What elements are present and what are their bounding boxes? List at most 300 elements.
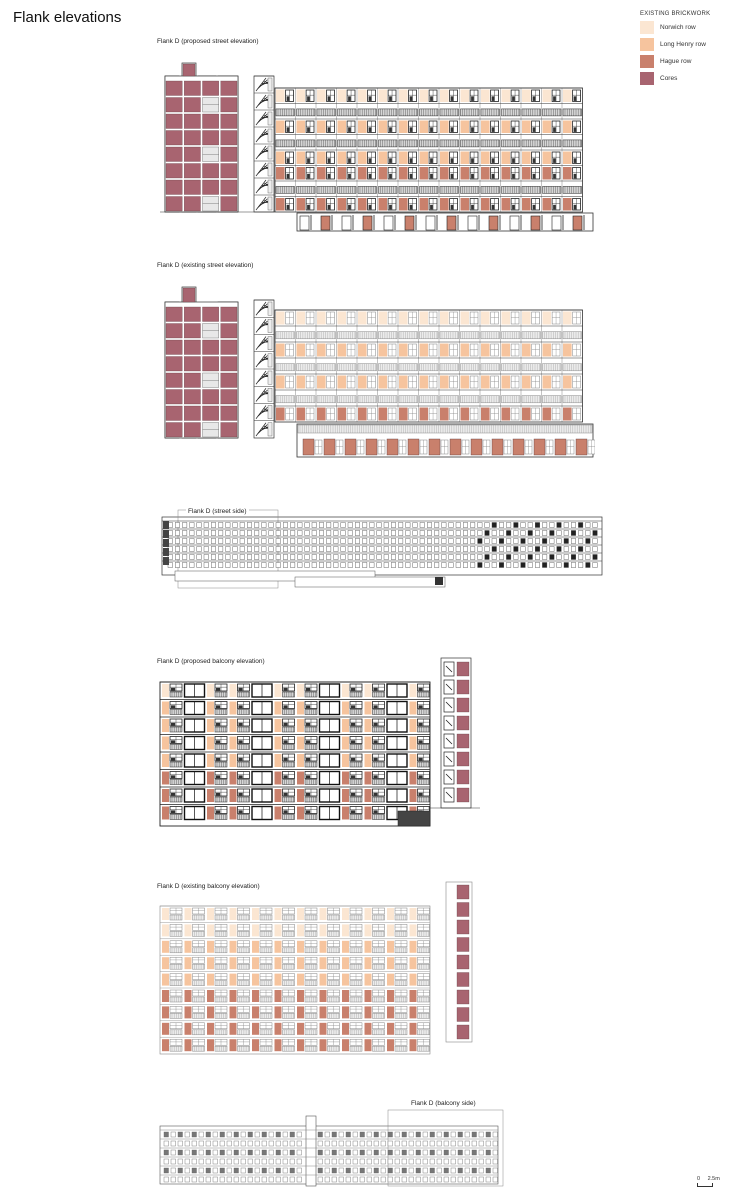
balcony-rail [563,140,582,147]
plan-window [423,1177,428,1182]
plan-window [283,1150,288,1155]
brick-panel [420,152,429,165]
plan-window [493,1132,498,1137]
core-brick-panel [166,131,182,146]
plan-window [290,531,295,536]
plan-window [248,1159,253,1164]
balcony-rail [193,1030,205,1035]
core-brick-panel [221,114,237,129]
plan-window [564,547,569,552]
plan-window [190,523,195,528]
balcony-rail [338,140,357,147]
plan-window [395,1150,400,1155]
brick-panel [342,1039,349,1051]
plan-window [493,1168,498,1173]
balcony-rail [395,1013,407,1018]
brick-panel [543,344,552,357]
brick-panel [276,408,285,421]
brick-panel [399,344,408,357]
window-pane [492,174,495,179]
balcony-rail [440,332,459,339]
plan-window [355,539,360,544]
window-pane [239,793,243,796]
balcony-rail [461,364,480,371]
plan-window [346,1150,351,1155]
brick-panel [252,1039,259,1051]
window-pane [328,127,331,132]
balcony-rail [215,797,227,802]
plan-window [326,547,331,552]
balcony-rail [350,780,362,785]
core-brick-panel [221,147,237,162]
core-brick-panel [184,197,200,212]
core-brick-panel [166,390,182,405]
brick-panel [297,198,306,211]
plan-window [199,1159,204,1164]
brick-panel [207,719,214,732]
ground-brick-panel [387,439,398,455]
brick-panel [162,719,169,732]
plan-window [427,531,432,536]
window-pane [216,758,220,761]
plan-window [276,1150,281,1155]
plan-window [395,1159,400,1164]
plan-window [370,555,375,560]
balcony-rail [276,109,295,116]
brick-panel [365,807,372,820]
plan-window [521,523,526,528]
plan-window [346,1132,351,1137]
brick-panel [358,152,367,165]
balcony-rail [328,1046,340,1051]
plan-window [326,555,331,560]
balcony-rail [350,915,362,920]
plan-window [341,539,346,544]
core-brick-panel [457,716,469,730]
legend-label: Norwich row [660,24,696,31]
brick-panel [481,198,490,211]
plan-window [240,531,245,536]
plan-window [226,555,231,560]
balcony-rail [283,948,295,953]
plan-window [297,1132,302,1137]
stair-landing [268,180,272,193]
balcony-rail [481,140,500,147]
brick-panel [481,312,490,325]
window-pane [512,127,515,132]
ground-bay [384,216,393,230]
plan-window [586,539,591,544]
brick-panel [410,1006,417,1018]
window-pane [533,158,536,163]
balcony-rail [338,364,357,371]
brick-panel [297,807,304,820]
brick-panel [185,924,192,936]
window-pane [410,96,413,101]
plan-window [305,563,310,568]
plan-window [178,1177,183,1182]
plan-window [297,1150,302,1155]
plan-window [218,547,223,552]
plan-window [478,555,483,560]
window-pane [471,127,474,132]
plan-window [269,547,274,552]
plan-window [234,1132,239,1137]
core-brick-panel [166,406,182,421]
balcony-rail [297,186,316,193]
plan-window [449,563,454,568]
ground-block [398,811,430,826]
balcony-rail [317,186,336,193]
core-brick-panel [184,131,200,146]
plan-window [262,531,267,536]
plan-window [442,523,447,528]
plan-window [355,531,360,536]
plan-window [197,555,202,560]
ground-brick-panel [576,439,587,455]
plan-window [283,1177,288,1182]
plan-window [402,1159,407,1164]
plan-window [456,523,461,528]
balcony-rail [238,1046,250,1051]
balcony-rail [238,692,250,697]
window-pane [512,205,515,210]
balcony-rail [350,815,362,820]
scale-length: 2.5m [707,1176,720,1182]
plan-window [339,1168,344,1173]
plan-window [492,555,497,560]
brick-panel [275,719,282,732]
window-pane [553,127,556,132]
brick-panel [522,90,531,103]
core-brick-panel [203,357,219,372]
brick-panel [365,924,372,936]
core-brick-panel [166,81,182,96]
window-pane [351,705,355,708]
plan-window [514,547,519,552]
plan-window [341,563,346,568]
core-brick-panel [457,1025,469,1039]
balcony-rail [170,964,182,969]
plan-window [479,1141,484,1146]
window-pane [419,793,423,796]
plan-window [470,531,475,536]
brick-panel [522,408,531,421]
brick-panel [297,789,304,802]
brick-panel [563,408,572,421]
brick-panel [410,908,417,920]
core-brick-panel [203,164,219,179]
plan-window [204,523,209,528]
plan-window [535,555,540,560]
plan-window [255,1168,260,1173]
plan-window [593,555,598,560]
plan-window [402,1150,407,1155]
brick-panel [379,198,388,211]
balcony-rail [373,710,385,715]
plan-window [381,1168,386,1173]
plan-window [416,1132,421,1137]
balcony-rail [420,109,439,116]
plan-window [218,539,223,544]
plan-window [413,531,418,536]
plan-window [362,547,367,552]
plan-window [550,539,555,544]
plan-window [276,523,281,528]
plan-window [197,531,202,536]
balcony-rail [305,692,317,697]
plan-window [262,1132,267,1137]
plan-window [456,563,461,568]
balcony-rail [297,140,316,147]
brick-panel [338,344,347,357]
brick-panel [502,167,511,180]
plan-window [409,1150,414,1155]
plan-window [367,1177,372,1182]
plan-window [564,531,569,536]
plan-window [493,1159,498,1164]
brick-panel [502,376,511,389]
plan-window [506,555,511,560]
brick-panel [207,754,214,767]
brick-panel [276,90,285,103]
plan-window [564,539,569,544]
balcony-rail [358,396,377,403]
plan-window [377,539,382,544]
balcony-rail [305,727,317,732]
brick-panel [252,990,259,1002]
brick-panel [252,941,259,953]
core-brick-panel [183,64,195,76]
window-pane [239,723,243,726]
balcony-rail [328,915,340,920]
balcony-rail [215,964,227,969]
balcony-rail [440,364,459,371]
brick-panel [162,789,169,802]
balcony-rail [373,964,385,969]
plan-window [578,539,583,544]
brick-panel [563,121,572,134]
plan-window [254,547,259,552]
plan-window [430,1132,435,1137]
plan-window [182,563,187,568]
plan-window [185,1132,190,1137]
plan-window [290,1150,295,1155]
balcony-rail [350,762,362,767]
plan-window [398,563,403,568]
plan-window [334,563,339,568]
plan-window [593,523,598,528]
plan-window [479,1159,484,1164]
balcony-rail [238,745,250,750]
plan-window [472,1132,477,1137]
stair-landing [268,319,272,332]
brick-panel [481,376,490,389]
plan-window [437,1141,442,1146]
brick-panel [320,924,327,936]
ground-brick-panel [408,439,419,455]
brick-panel [342,684,349,697]
plan-window [388,1168,393,1173]
plan-window [276,1177,281,1182]
plan-window [420,563,425,568]
plan-stair [163,539,169,547]
brick-panel [162,737,169,750]
legend-swatch [640,38,654,51]
plan-window [485,539,490,544]
window-pane [574,96,577,101]
balcony-rail [305,815,317,820]
ground-bay [300,216,309,230]
balcony-rail [502,140,521,147]
window-pane [307,127,310,132]
plan-window [430,1159,435,1164]
brick-panel [410,789,417,802]
brick-panel [320,974,327,986]
plan-window [192,1141,197,1146]
brick-panel [342,1006,349,1018]
window-pane [410,127,413,132]
balcony-rail [283,915,295,920]
plan-window [318,1141,323,1146]
balcony-rail [305,915,317,920]
brick-panel [338,408,347,421]
balcony-rail [399,140,418,147]
brick-panel [543,121,552,134]
balcony-rail [418,745,430,750]
plan-window [276,539,281,544]
plan-window [269,563,274,568]
plan-window [528,547,533,552]
plan-stair [163,521,169,529]
core-brick-panel [183,288,195,302]
plan-window [550,523,555,528]
plan-window [283,547,288,552]
balcony-rail [305,1013,317,1018]
plan-window [367,1168,372,1173]
brick-panel [420,344,429,357]
plan-window [442,563,447,568]
balcony-rail [283,745,295,750]
brick-panel [317,198,326,211]
plan-window [374,1159,379,1164]
plan-window [391,531,396,536]
balcony-rail [276,186,295,193]
window-pane [410,205,413,210]
brick-panel [461,152,470,165]
plan-window [437,1132,442,1137]
balcony-rail [170,1030,182,1035]
window-pane [374,688,378,691]
plan-window [248,1132,253,1137]
plan-window [248,1168,253,1173]
plan-window [381,1150,386,1155]
plan-window [164,1150,169,1155]
brick-panel [230,789,237,802]
plan-window [367,1141,372,1146]
plan-window [409,1159,414,1164]
plan-window [234,1159,239,1164]
balcony-rail [373,762,385,767]
plan-window [391,547,396,552]
balcony-rail [215,1030,227,1035]
plan-window [283,1168,288,1173]
brick-panel [275,990,282,1002]
core-brick-panel [166,98,182,113]
plan-window [241,1177,246,1182]
window-pane [328,174,331,179]
brick-panel [207,941,214,953]
plan-window [423,1150,428,1155]
plan-window [297,1168,302,1173]
window-pane [216,723,220,726]
plan-window [204,547,209,552]
balcony-rail [298,425,592,433]
plan-window [586,555,591,560]
plan-window [353,1150,358,1155]
brick-panel [342,737,349,750]
plan-window [377,523,382,528]
balcony-rail [238,727,250,732]
plan-window [185,1177,190,1182]
plan-window [409,1141,414,1146]
plan-window [197,523,202,528]
plan-window [528,523,533,528]
window-pane [348,127,351,132]
plan-window [326,563,331,568]
balcony-rail [297,364,316,371]
plan-window [233,531,238,536]
window-pane [430,205,433,210]
balcony-rail [350,981,362,986]
plan-window [571,555,576,560]
balcony-rail [170,948,182,953]
core-brick-panel [457,973,469,987]
plan-window [269,555,274,560]
window-pane [287,96,290,101]
plan-window [535,523,540,528]
plan-window [318,1132,323,1137]
plan-window [355,547,360,552]
brick-panel [543,376,552,389]
ground-brick-panel [345,439,356,455]
balcony-rail [283,797,295,802]
balcony-rail [170,710,182,715]
plan-window [362,563,367,568]
window-pane [284,793,288,796]
balcony-rail [317,140,336,147]
plan-window [326,531,331,536]
plan-window [377,547,382,552]
plan-window [318,1159,323,1164]
plan-window [199,1177,204,1182]
core-brick-panel [203,406,219,421]
plan-window [444,1141,449,1146]
core-brick-panel [457,885,469,899]
plan-window [312,563,317,568]
window-pane [574,127,577,132]
plan-window [420,531,425,536]
legend-heading: EXISTING BRICKWORK [640,11,711,17]
brick-panel [207,1006,214,1018]
brick-panel [522,376,531,389]
balcony-rail [305,745,317,750]
window-pane [284,775,288,778]
core-brick-panel [457,903,469,917]
plan-window [493,1150,498,1155]
balcony-rail [305,997,317,1002]
plan-window [367,1132,372,1137]
